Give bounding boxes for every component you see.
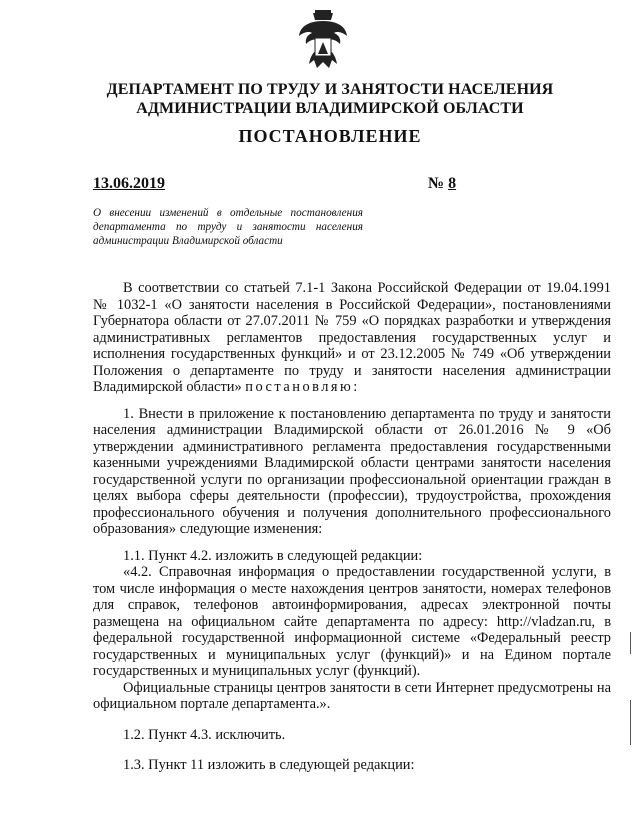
item-1-2-paragraph: 1.2. Пункт 4.3. исключить.	[123, 726, 286, 743]
document-date: 13.06.2019	[93, 175, 165, 192]
preamble-paragraph	[93, 280, 611, 396]
item-1-paragraph: 1. Внести в приложение к постановлению департамента по труду и занятости населения администрации Владимирской области от 26.01.2016 № 9 «Об утверждении административного регламента предоставления государственными казенными учреждениями Владимирской области центрами занятости населения государственной услуги по организации профессиональной ориентации граждан в целях выбора сферы деятельности (профессии), трудоустройства, прохождения профессионального обучения и получения дополнительного профессионального образования» следующие изменения:	[93, 405, 611, 537]
item-1-3-paragraph: 1.3. Пункт 11 изложить в следующей редакции:	[123, 757, 415, 773]
number-sign: №	[428, 175, 445, 192]
quote-4-2-paragraph: «4.2. Справочная информация о предоставлении государственной услуги, в том числе информация о месте нахождения центров занятости, номерах телефонов для справок, телефонов автоинформирования, адресах электронной почты размещена на официальном сайте департамента по адресу: http://vladzan.ru, в федеральной государственной информационной системе «Федеральный реестр государственных и муниципальных услуг (функций)» и на Едином портале государственных и муниципальных услуг (функций).	[93, 564, 611, 679]
document-type-title: ПОСТАНОВЛЕНИЕ	[238, 126, 422, 146]
quote-official-pages-paragraph: Официальные страницы центров занятости в сети Интернет предусмотрены на официальном портале департамента.».	[93, 679, 611, 712]
document-subject: О внесении изменений в отдельные постановления департамента по труду и занятости населения администрации Владимирской области	[93, 207, 363, 247]
scan-edge-mark	[630, 700, 631, 745]
resolve-word: постановляю:	[245, 379, 360, 395]
document-number	[428, 175, 456, 193]
scan-edge-mark	[630, 632, 631, 654]
department-line-2: АДМИНИСТРАЦИИ ВЛАДИМИРСКОЙ ОБЛАСТИ	[136, 100, 524, 117]
department-name	[80, 80, 580, 118]
document-body	[93, 280, 611, 774]
department-line-1: ДЕПАРТАМЕНТ ПО ТРУДУ И ЗАНЯТОСТИ НАСЕЛЕНИЯ	[106, 81, 554, 98]
preamble-text: В соответствии со статьей 7.1-1 Закона Российской Федерации от 19.04.1991 № 1032-1 «О занятости населения в Российской Федерации», постановлениями Губернатора области от 27.07.2011 № 759 «О порядках разработки и утверждения административных регламентов предоставления государственных услуг и исполнения государственных функций» и от 23.12.2005 № 749 «Об утверждении Положения о департаменте по труду и занятости населения администрации Владимирской области»	[93, 280, 611, 395]
number-value: 8	[448, 175, 457, 192]
item-1-1-paragraph: 1.1. Пункт 4.2. изложить в следующей редакции:	[123, 547, 423, 564]
coat-of-arms-icon	[298, 10, 348, 72]
